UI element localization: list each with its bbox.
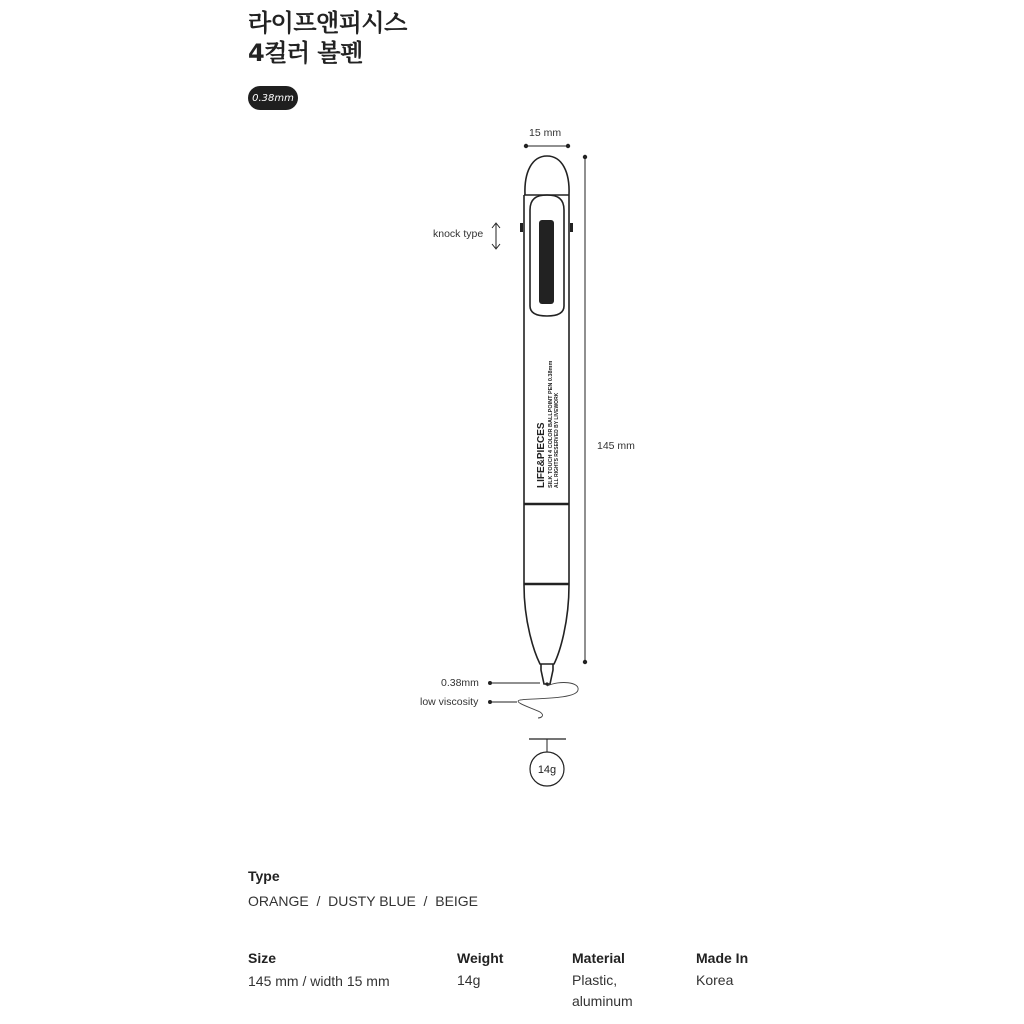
width-dimension-line — [524, 144, 570, 148]
ink-scribble — [518, 683, 578, 718]
knock-button-right — [570, 223, 573, 232]
material-heading: Material — [572, 950, 625, 966]
material-value-line1: Plastic, — [572, 972, 618, 988]
tip-size-label: 0.38mm — [441, 677, 479, 689]
product-title-line1: 라이프앤피시스 — [248, 9, 407, 37]
tip-leader-line — [488, 681, 540, 685]
material-value — [572, 970, 633, 1012]
material-value-line2: aluminum — [572, 993, 633, 1009]
weight-icon-label: 14g — [537, 764, 557, 776]
low-viscosity-label: low viscosity — [420, 696, 479, 708]
type-heading: Type — [248, 868, 280, 884]
pen-print-line1: SILK TOUCH 4 COLOR BALLPOINT PEN 0.38mm — [548, 360, 554, 488]
ink-leader-line — [488, 700, 517, 704]
tip-size-badge: 0.38mm — [248, 86, 298, 110]
product-title-line2: 4컬러 볼펜 — [248, 39, 363, 67]
type-value: ORANGE / DUSTY BLUE / BEIGE — [248, 893, 479, 909]
size-heading: Size — [248, 950, 277, 966]
length-label: 145 mm — [597, 440, 635, 452]
knock-arrow-icon — [492, 223, 500, 249]
width-label: 15 mm — [529, 127, 562, 139]
weight-heading: Weight — [457, 950, 504, 966]
weight-value: 14g — [457, 972, 481, 988]
size-value: 145 mm / width 15 mm — [248, 973, 390, 989]
knock-button-left — [520, 223, 523, 232]
pen-print — [536, 361, 560, 488]
pen-print-line2: ALL RIGHTS RESERVED BY LIVEWORK — [554, 392, 560, 488]
weight-icon — [529, 739, 566, 786]
madein-value: Korea — [696, 972, 734, 988]
knock-type-label: knock type — [433, 228, 484, 240]
madein-heading: Made In — [696, 950, 749, 966]
pen-print-brand: LIFE&PIECES — [536, 422, 547, 488]
length-dimension-line — [583, 155, 587, 664]
clip-window — [539, 220, 554, 304]
